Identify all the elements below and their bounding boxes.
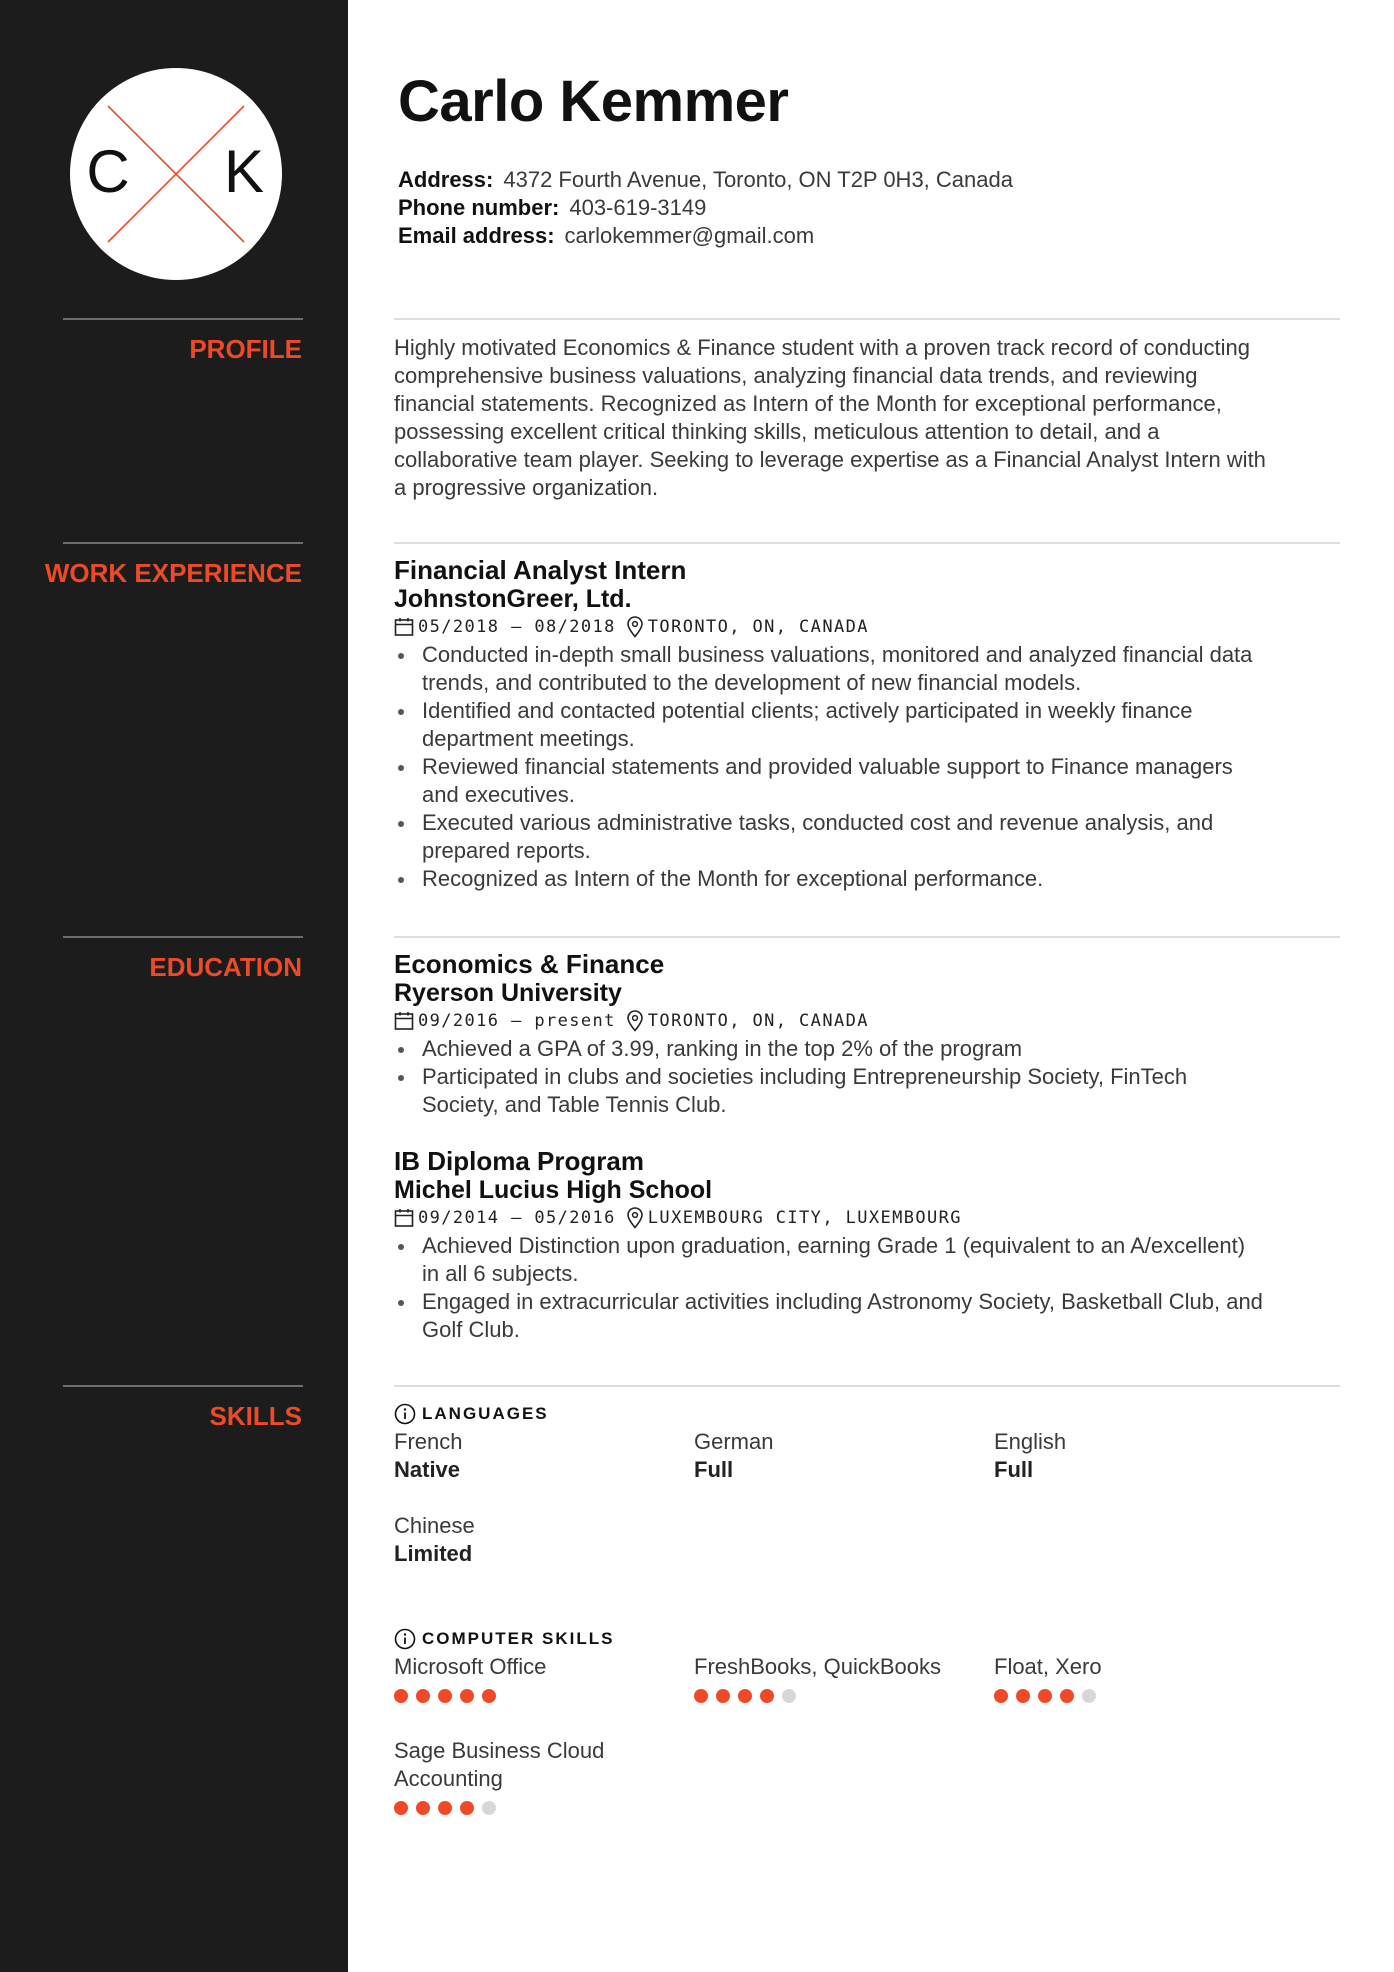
contact-address [398, 166, 1013, 194]
skill-item [394, 1653, 694, 1737]
rating-dot-filled [394, 1689, 408, 1703]
rating-dot-filled [760, 1689, 774, 1703]
rating-dot-filled [1060, 1689, 1074, 1703]
contact-phone [398, 194, 1013, 222]
skill-name-line: Accounting [394, 1766, 503, 1791]
language-name: Chinese [394, 1513, 475, 1538]
location-pin-icon [626, 1207, 644, 1229]
bullet-line: Engaged in extracurricular activities including Astronomy Society, Basketball Club, and [422, 1289, 1263, 1314]
language-item [394, 1428, 694, 1512]
section-divider [63, 318, 303, 320]
rating-dot-empty [782, 1689, 796, 1703]
computer-skills-heading [394, 1625, 1314, 1653]
section-divider [63, 542, 303, 544]
rating-dot-filled [994, 1689, 1008, 1703]
education-meta [394, 1007, 1314, 1035]
rating-dot-filled [716, 1689, 730, 1703]
rating-dot-filled [438, 1689, 452, 1703]
profile-summary [394, 334, 1314, 502]
languages-grid [394, 1428, 1314, 1596]
list-item [394, 809, 1314, 865]
education-entry [394, 950, 1314, 1119]
section-title-education: EDUCATION [149, 952, 302, 982]
calendar-icon [394, 617, 414, 637]
skill-name-line: Float, Xero [994, 1654, 1102, 1679]
list-item [394, 1035, 1314, 1063]
skill-name-line: Sage Business Cloud [394, 1738, 605, 1763]
monogram-letter-left: C [86, 138, 130, 205]
contact-email [398, 222, 1013, 250]
bullet-line: and executives. [422, 782, 575, 807]
language-name: German [694, 1429, 774, 1454]
computer-skills-label: COMPUTER SKILLS [422, 1629, 615, 1648]
language-level: Native [394, 1457, 461, 1482]
education-location: LUXEMBOURG CITY, LUXEMBOURG [647, 1208, 962, 1228]
skill-item [394, 1737, 694, 1849]
bullet-line: department meetings. [422, 726, 635, 751]
rating-dot-filled [1016, 1689, 1030, 1703]
computer-skills-group [394, 1625, 1314, 1849]
calendar-icon [394, 1011, 414, 1031]
bullet-line: Society, and Table Tennis Club. [422, 1092, 727, 1117]
bullet-line: prepared reports. [422, 838, 591, 863]
location-pin-icon [626, 616, 644, 638]
job-title: Financial Analyst Intern [394, 555, 687, 585]
contact-label: Email address: [398, 223, 555, 248]
profile-line: Highly motivated Economics & Finance student with a proven track record of conducting [394, 335, 1250, 360]
contact-info [398, 166, 1013, 250]
list-item [394, 1063, 1314, 1119]
bullet-line: Conducted in-depth small business valuations, monitored and analyzed financial data [422, 642, 1253, 667]
contact-value: 403-619-3149 [569, 195, 707, 220]
list-item [394, 753, 1314, 809]
profile-line: a progressive organization. [394, 475, 659, 500]
skill-name-line: Microsoft Office [394, 1654, 547, 1679]
job-dates: 05/2018 – 08/2018 [418, 617, 616, 637]
skill-rating [394, 1801, 694, 1815]
info-icon [394, 1403, 416, 1425]
bullet-line: Participated in clubs and societies including Entrepreneurship Society, FinTech [422, 1064, 1188, 1089]
rating-dot-filled [460, 1689, 474, 1703]
school-name: Michel Lucius High School [394, 1176, 713, 1204]
rating-dot-filled [738, 1689, 752, 1703]
education-meta [394, 1204, 1314, 1232]
languages-group [394, 1400, 1314, 1596]
bullet-line: Reviewed financial statements and provided valuable support to Finance managers [422, 754, 1233, 779]
contact-label: Phone number: [398, 195, 560, 220]
skill-rating [394, 1689, 694, 1703]
bullet-line: trends, and contributed to the development of new financial models. [422, 670, 1082, 695]
rating-dot-filled [416, 1689, 430, 1703]
skill-rating [994, 1689, 1294, 1703]
info-icon [394, 1628, 416, 1650]
languages-label: LANGUAGES [422, 1404, 549, 1423]
monogram-letter-right: K [223, 138, 265, 205]
computer-skills-grid [394, 1653, 1314, 1849]
skill-name [394, 1737, 694, 1793]
rating-dot-filled [394, 1801, 408, 1815]
school-name: Ryerson University [394, 979, 622, 1007]
language-item [394, 1512, 694, 1596]
section-divider [394, 1385, 1340, 1387]
section-divider [394, 542, 1340, 544]
rating-dot-empty [482, 1801, 496, 1815]
monogram-logo [70, 68, 282, 280]
education-location: TORONTO, ON, CANADA [647, 1011, 869, 1031]
bullet-line: Golf Club. [422, 1317, 520, 1342]
education-achievements [394, 1232, 1314, 1344]
profile-line: possessing excellent critical thinking skills, meticulous attention to detail, and a [394, 419, 1160, 444]
education-dates: 09/2016 – present [418, 1011, 616, 1031]
list-item [394, 697, 1314, 753]
list-item [394, 1288, 1314, 1344]
skill-name [694, 1653, 994, 1681]
education-entry [394, 1147, 1314, 1344]
company-name: JohnstonGreer, Ltd. [394, 585, 632, 613]
languages-heading [394, 1400, 1314, 1428]
bullet-line: Identified and contacted potential clients; actively participated in weekly finance [422, 698, 1193, 723]
job-achievements [394, 641, 1314, 893]
bullet-line: in all 6 subjects. [422, 1261, 579, 1286]
work-entry [394, 556, 1314, 893]
bullet-line: Recognized as Intern of the Month for exceptional performance. [422, 866, 1044, 891]
rating-dot-empty [1082, 1689, 1096, 1703]
education-achievements [394, 1035, 1314, 1119]
bullet-line: Achieved Distinction upon graduation, earning Grade 1 (equivalent to an A/excellent) [422, 1233, 1246, 1258]
section-title-profile: PROFILE [189, 334, 302, 364]
job-meta [394, 613, 1314, 641]
language-name: English [994, 1429, 1067, 1454]
rating-dot-filled [438, 1801, 452, 1815]
calendar-icon [394, 1208, 414, 1228]
degree-title: Economics & Finance [394, 949, 665, 979]
section-divider [394, 318, 1340, 320]
list-item [394, 1232, 1314, 1288]
location-pin-icon [626, 1010, 644, 1032]
profile-line: financial statements. Recognized as Intern of the Month for exceptional performance, [394, 391, 1222, 416]
bullet-line: Executed various administrative tasks, conducted cost and revenue analysis, and [422, 810, 1214, 835]
rating-dot-filled [1038, 1689, 1052, 1703]
degree-title: IB Diploma Program [394, 1146, 644, 1176]
profile-section [394, 334, 1314, 502]
language-item [694, 1428, 994, 1512]
education-dates: 09/2014 – 05/2016 [418, 1208, 616, 1228]
sidebar [0, 0, 348, 1972]
skill-name [394, 1653, 694, 1681]
rating-dot-filled [416, 1801, 430, 1815]
bullet-line: Achieved a GPA of 3.99, ranking in the top 2% of the program [422, 1036, 1023, 1061]
language-level: Full [694, 1457, 734, 1482]
section-divider [63, 1385, 303, 1387]
contact-value: carlokemmer@gmail.com [564, 223, 815, 248]
section-divider [63, 936, 303, 938]
rating-dot-filled [482, 1689, 496, 1703]
language-item [994, 1428, 1294, 1512]
profile-line: comprehensive business valuations, analyzing financial data trends, and reviewing [394, 363, 1198, 388]
job-location: TORONTO, ON, CANADA [647, 617, 869, 637]
skill-rating [694, 1689, 994, 1703]
profile-line: collaborative team player. Seeking to leverage expertise as a Financial Analyst Intern with [394, 447, 1266, 472]
rating-dot-filled [460, 1801, 474, 1815]
list-item [394, 641, 1314, 697]
section-title-work-experience: WORK EXPERIENCE [44, 558, 302, 588]
skill-item [994, 1653, 1294, 1737]
section-title-skills: SKILLS [209, 1401, 302, 1431]
contact-value: 4372 Fourth Avenue, Toronto, ON T2P 0H3, Canada [503, 167, 1013, 192]
contact-label: Address: [398, 167, 494, 192]
list-item [394, 865, 1314, 893]
section-divider [394, 936, 1340, 938]
language-level: Full [994, 1457, 1034, 1482]
candidate-name: Carlo Kemmer [398, 69, 789, 134]
language-name: French [394, 1429, 463, 1454]
skill-item [694, 1653, 994, 1737]
skill-name-line: FreshBooks, QuickBooks [694, 1654, 941, 1679]
language-level: Limited [394, 1541, 473, 1566]
skill-name [994, 1653, 1294, 1681]
rating-dot-filled [694, 1689, 708, 1703]
